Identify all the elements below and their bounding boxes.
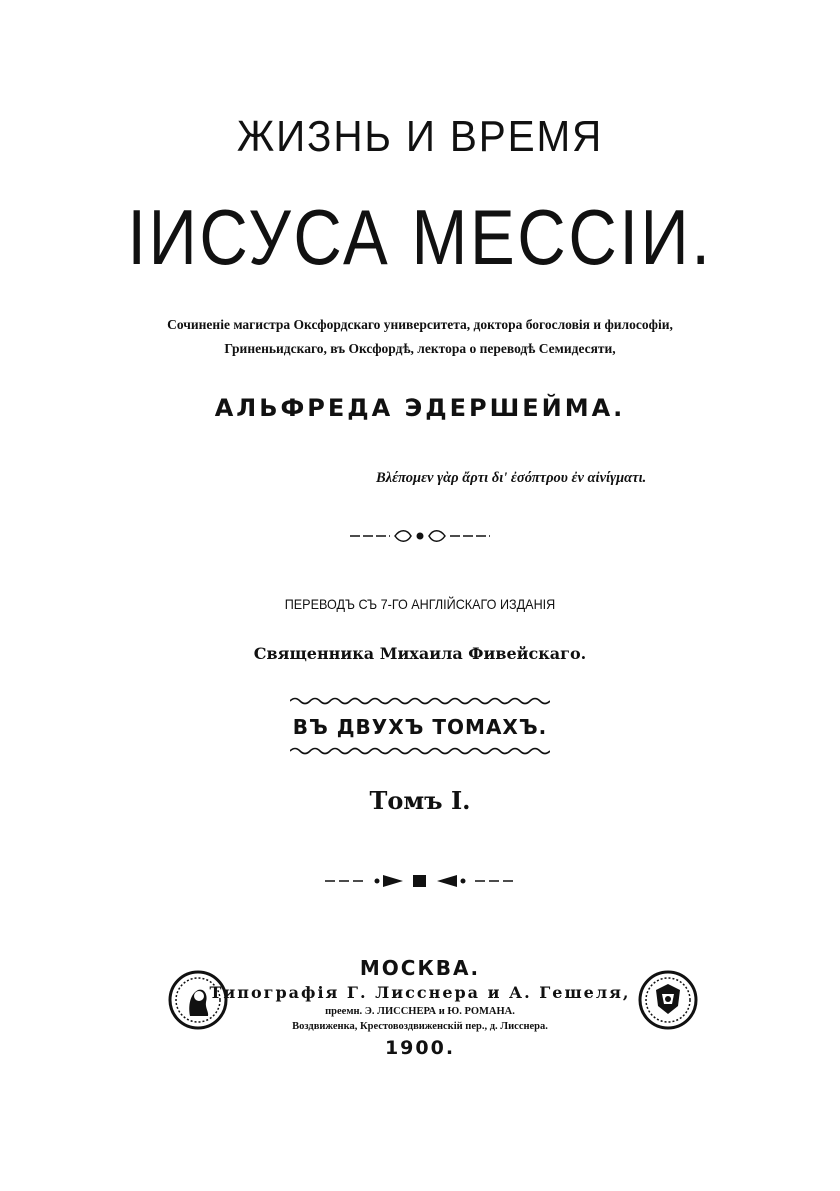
ornament-divider-icon — [325, 872, 515, 890]
imprint-city: МОСКВА. — [359, 956, 481, 980]
ornament-divider-top — [0, 527, 840, 550]
wavy-rule-bottom — [0, 743, 840, 761]
coat-of-arms-medal-icon — [638, 970, 698, 1030]
imprint-year: 1900. — [384, 1037, 456, 1059]
wavy-rule-top — [0, 693, 840, 711]
description-line-2: Гриненьидскаго, въ Оксфордѣ, лектора о переводѣ Семидесяти, — [224, 341, 616, 356]
description-line-1: Сочиненіе магистра Оксфордскаго университета, доктора богословія и философіи, — [167, 317, 673, 332]
author-name: АЛЬФРЕДА ЭДЕРШЕЙМА. — [214, 394, 626, 422]
title-line-1: ЖИЗНЬ И ВРЕМЯ — [236, 112, 604, 161]
imprint-press-line-2: преемн. Э. ЛИССНЕРА и Ю. РОМАНА. — [325, 1006, 515, 1017]
translator-name: Священника Михаила Фивейскаго. — [253, 644, 587, 663]
volumes-line: ВЪ ДВУХЪ ТОМАХЪ. — [292, 715, 548, 739]
ornament-divider-icon — [345, 527, 495, 545]
translation-note: ПЕРЕВОДЪ СЪ 7-ГО АНГЛІЙСКАГО ИЗДАНІЯ — [284, 596, 556, 612]
title-line-2: ІИСУСА МЕССІИ. — [127, 193, 713, 281]
imprint-press: Типографія Г. Лисснера и А. Гешеля, — [209, 983, 631, 1002]
ornament-divider-bottom — [0, 872, 840, 895]
volume-number: Томъ I. — [369, 786, 471, 815]
imprint-address: Воздвиженка, Крестовоздвиженскій пер., д. Лисснера. — [292, 1021, 548, 1032]
greek-epigraph: Βλέπομεν γὰρ ἄρτι δι' ἐσόπτρου ἐν αἰνίγματι. — [376, 470, 647, 486]
